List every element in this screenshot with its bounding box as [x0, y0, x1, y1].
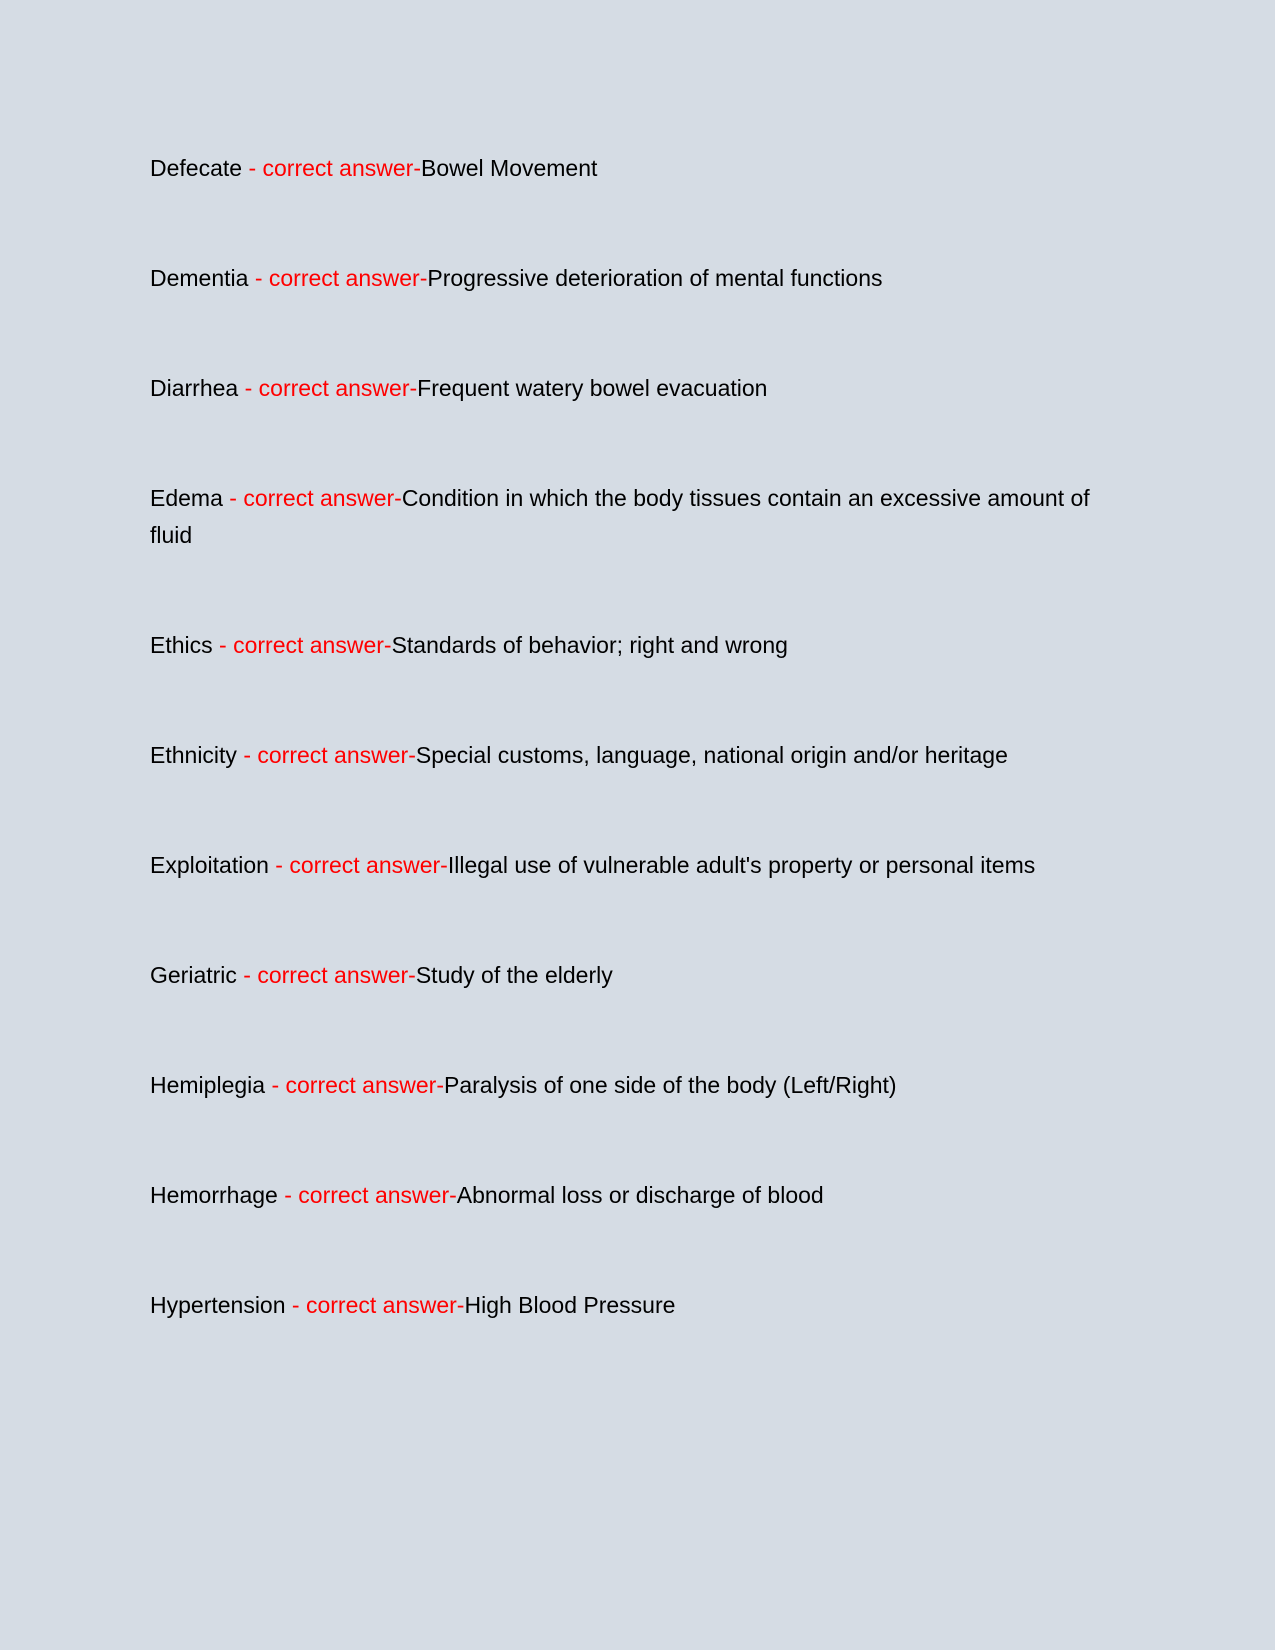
correct-answer-separator: - correct answer- — [222, 485, 402, 511]
definition: Study of the elderly — [415, 962, 613, 988]
term-entry — [150, 1067, 1130, 1104]
definition: Standards of behavior; right and wrong — [391, 632, 788, 658]
term: Exploitation — [150, 852, 269, 878]
term-entry — [150, 370, 1130, 407]
definition: Bowel Movement — [421, 155, 598, 181]
definition: Abnormal loss or discharge of blood — [456, 1182, 824, 1208]
correct-answer-separator: - correct answer- — [212, 632, 392, 658]
flashcard-list — [150, 150, 1130, 1397]
term-entry — [150, 1177, 1130, 1214]
definition: Condition in which the body tissues contain an excessive amount of fluid — [150, 485, 1090, 548]
term: Defecate — [150, 155, 243, 181]
definition: High Blood Pressure — [464, 1292, 676, 1318]
term: Ethnicity — [150, 742, 237, 768]
term: Hypertension — [150, 1292, 286, 1318]
correct-answer-separator: - correct answer- — [236, 962, 416, 988]
term: Dementia — [150, 265, 249, 291]
definition: Frequent watery bowel evacuation — [417, 375, 768, 401]
definition: Special customs, language, national origin and/or heritage — [415, 742, 1008, 768]
term-entry — [150, 627, 1130, 664]
definition: Paralysis of one side of the body (Left/Right) — [444, 1072, 897, 1098]
correct-answer-separator: - correct answer- — [248, 265, 428, 291]
term: Edema — [150, 485, 223, 511]
term: Geriatric — [150, 962, 237, 988]
correct-answer-separator: - correct answer- — [268, 852, 448, 878]
definition: Illegal use of vulnerable adult's property or personal items — [447, 852, 1036, 878]
term-entry — [150, 957, 1130, 994]
correct-answer-separator: - correct answer- — [242, 155, 421, 181]
term-entry — [150, 737, 1130, 774]
term: Hemiplegia — [150, 1072, 266, 1098]
term-entry — [150, 480, 1130, 554]
correct-answer-separator: - correct answer- — [236, 742, 416, 768]
term-entry — [150, 1287, 1130, 1324]
term: Ethics — [150, 632, 213, 658]
definition: Progressive deterioration of mental functions — [427, 265, 883, 291]
correct-answer-separator: - correct answer- — [285, 1292, 465, 1318]
correct-answer-separator: - correct answer- — [277, 1182, 457, 1208]
term: Diarrhea — [150, 375, 239, 401]
correct-answer-separator: - correct answer- — [238, 375, 418, 401]
correct-answer-separator: - correct answer- — [265, 1072, 444, 1098]
term-entry — [150, 847, 1130, 884]
term-entry — [150, 260, 1130, 297]
term: Hemorrhage — [150, 1182, 278, 1208]
term-entry — [150, 150, 1130, 187]
